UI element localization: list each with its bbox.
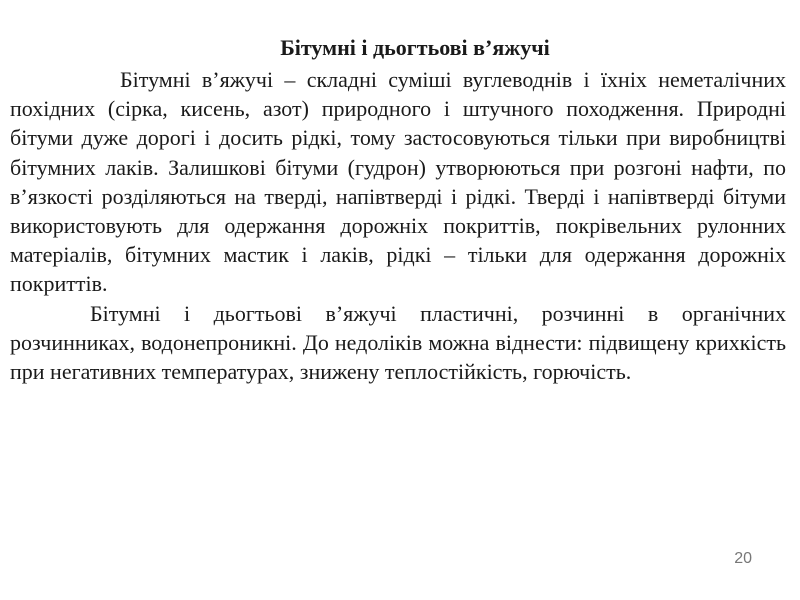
body-text	[10, 65, 786, 386]
page-number: 20	[734, 550, 752, 567]
paragraph-2: Бітумні і дьогтьові в’яжучі пластичні, розчинні в органічних розчинниках, водонепроникні. До недоліків можна віднести: підвищену крихкість при негативних температурах, знижену теплостійкість, горючість.	[10, 300, 786, 385]
slide-title: Бітумні і дьогтьові в’яжучі	[280, 35, 550, 60]
paragraph-1: Бітумні в’яжучі – складні суміші вуглеводнів і їхніх неметалічних похідних (сірка, кисень, азот) природного і штучного походження. Природні бітуми дуже дорогі і досить рідкі, тому застосовуються тільки при виробництві бітумних лаків. Залишкові бітуми (гудрон) утворюються при розгоні нафти, по в’язкості розділяються на тверді, напівтверді і рідкі. Тверді і напівтверді бітуми використовують для одержання дорожніх покриттів, покрівельних рулонних матеріалів, бітумних мастик і лаків, рідкі – тільки для одержання дорожніх покриттів.	[10, 67, 786, 297]
